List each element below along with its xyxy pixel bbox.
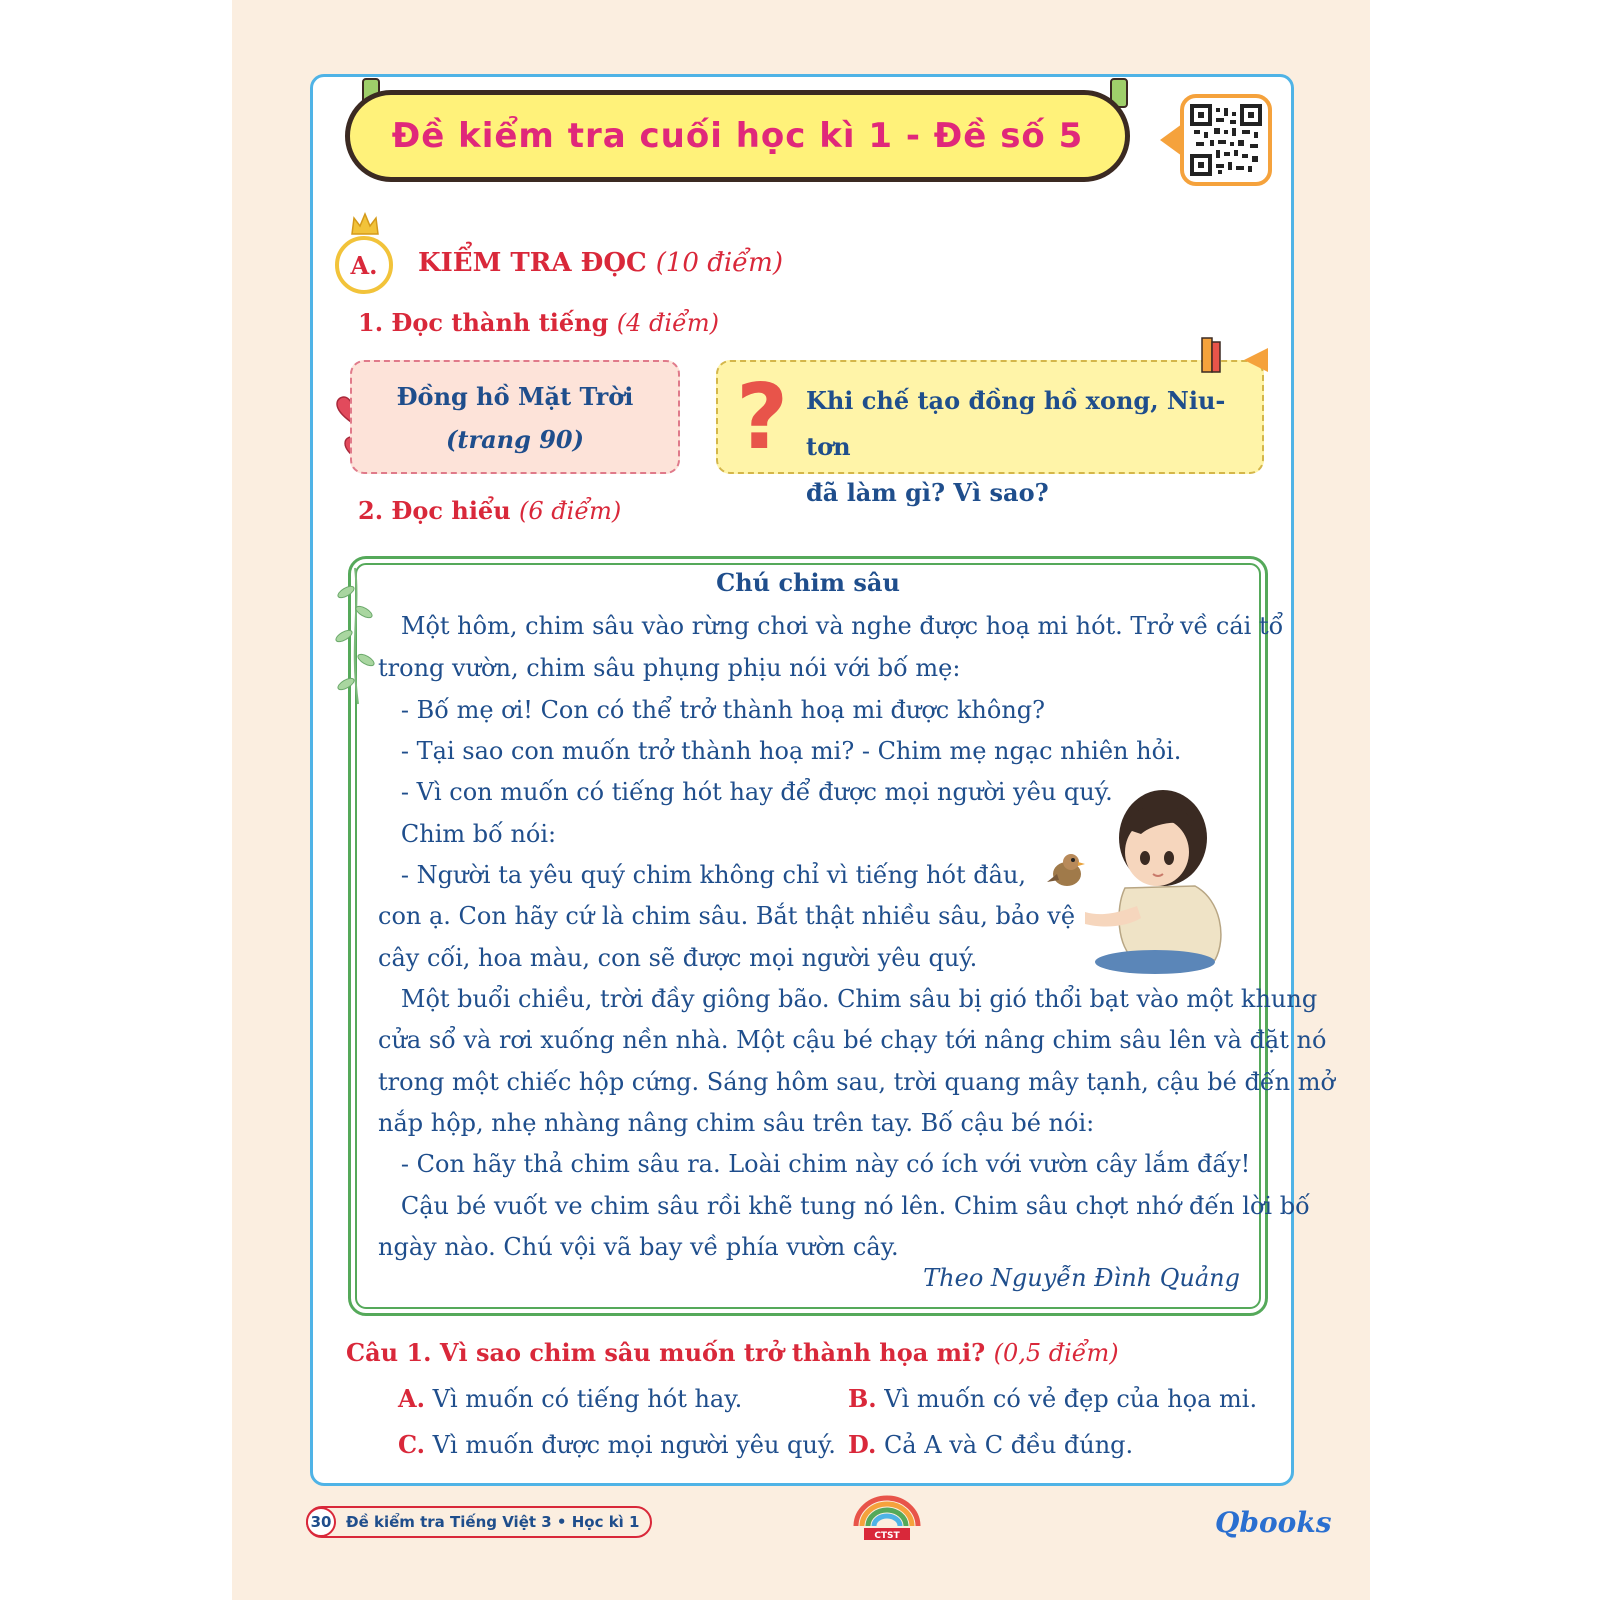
part2-title: 2. Đọc hiểu (358, 496, 511, 525)
page-number: 30 (306, 1507, 336, 1537)
answer-option-a[interactable] (398, 1384, 742, 1413)
answer-option-b[interactable] (848, 1384, 1257, 1413)
reading-passage-card (350, 360, 680, 474)
ctst-rainbow-logo (850, 1492, 924, 1542)
section-a-points: (10 điểm) (655, 248, 783, 278)
story-line: Một hôm, chim sâu vào rừng chơi và nghe được hoạ mi hót. Trở về cái tổ (378, 612, 1284, 640)
option-text: Cả A và C đều đúng. (876, 1431, 1134, 1459)
reading-passage-title: Đồng hồ Mặt Trời (396, 382, 634, 411)
story-line: Cậu bé vuốt ve chim sâu rồi khẽ tung nó lên. Chim sâu chợt nhớ đến lời bố (378, 1192, 1310, 1220)
reading-question-card (716, 360, 1264, 507)
option-text: Vì muốn có tiếng hót hay. (424, 1385, 743, 1413)
story-line: nắp hộp, nhẹ nhàng nâng chim sâu trên tay. Bố cậu bé nói: (378, 1109, 1095, 1137)
footer-book-title: Đề kiểm tra Tiếng Việt 3 • Học kì 1 (346, 1513, 640, 1531)
story-title: Chú chim sâu (716, 568, 900, 597)
story-author: Theo Nguyễn Đình Quảng (923, 1264, 1240, 1292)
option-letter: B. (848, 1384, 877, 1413)
option-letter: A. (398, 1384, 425, 1413)
ctst-logo-text: CTST (874, 1531, 900, 1541)
story-line: - Bố mẹ ơi! Con có thể trở thành hoạ mi được không? (378, 696, 1046, 724)
story-line: cây cối, hoa màu, con sẽ được mọi người yêu quý. (378, 944, 978, 972)
story-line: - Vì con muốn có tiếng hót hay để được mọi người yêu quý. (378, 778, 1113, 806)
answer-option-d[interactable] (848, 1430, 1133, 1459)
title-banner (345, 90, 1130, 182)
qr-callout-tail (1160, 124, 1182, 156)
reading-question-line2: đã làm gì? Vì sao? (806, 478, 1049, 507)
reading-question-line1: Khi chế tạo đồng hồ xong, Niu-tơn (806, 386, 1226, 461)
option-text: Vì muốn được mọi người yêu quý. (425, 1431, 836, 1459)
story-line: cửa sổ và rơi xuống nền nhà. Một cậu bé chạy tới nâng chim sâu lên và đặt nó (378, 1026, 1327, 1054)
footer-book-info (306, 1506, 652, 1538)
story-line: trong vườn, chim sâu phụng phịu nói với bố mẹ: (378, 654, 961, 682)
part1-points: (4 điểm) (616, 309, 719, 337)
story-line: - Người ta yêu quý chim không chỉ vì tiếng hót đâu, (378, 861, 1027, 889)
section-a-heading (418, 248, 783, 278)
story-line: Một buổi chiều, trời đầy giông bão. Chim sâu bị gió thổi bạt vào một khung (378, 985, 1318, 1013)
option-letter: D. (848, 1430, 877, 1459)
part2-heading (358, 496, 621, 525)
qr-code-graphic (1190, 104, 1262, 176)
boy-with-bird-illustration (1045, 778, 1245, 978)
story-line: Chim bố nói: (378, 820, 557, 848)
story-line: - Tại sao con muốn trở thành hoạ mi? - Chim mẹ ngạc nhiên hỏi. (378, 737, 1182, 765)
part2-points: (6 điểm) (519, 497, 622, 525)
page-title: Đề kiểm tra cuối học kì 1 - Đề số 5 (391, 116, 1084, 156)
story-line: trong một chiếc hộp cứng. Sáng hôm sau, trời quang mây tạnh, cậu bé đến mở (378, 1068, 1335, 1096)
story-line: con ạ. Con hãy cứ là chim sâu. Bắt thật nhiều sâu, bảo vệ (378, 902, 1076, 930)
story-line: ngày nào. Chú vội vã bay về phía vườn cây. (378, 1233, 899, 1261)
section-a-title: KIỂM TRA ĐỌC (418, 248, 647, 278)
question-1-text: Câu 1. Vì sao chim sâu muốn trở thành họa mi? (346, 1338, 986, 1367)
qr-code-icon[interactable] (1180, 94, 1272, 186)
question-1-points: (0,5 điểm) (993, 1339, 1119, 1367)
question-mark-icon: ? (736, 365, 789, 470)
reading-passage-page: (trang 90) (446, 425, 584, 454)
question-1 (346, 1338, 1119, 1367)
qbooks-logo: Qbooks (1215, 1506, 1332, 1539)
option-letter: C. (398, 1430, 426, 1459)
answer-option-c[interactable] (398, 1430, 836, 1459)
book-flag-icon (1200, 336, 1270, 380)
part1-heading (358, 308, 719, 337)
story-line: - Con hãy thả chim sâu ra. Loài chim này có ích với vườn cây lắm đấy! (378, 1150, 1251, 1178)
section-a-badge: A. (335, 236, 393, 294)
part1-title: 1. Đọc thành tiếng (358, 308, 609, 337)
option-text: Vì muốn có vẻ đẹp của họa mi. (876, 1385, 1258, 1413)
crown-icon (350, 212, 380, 238)
